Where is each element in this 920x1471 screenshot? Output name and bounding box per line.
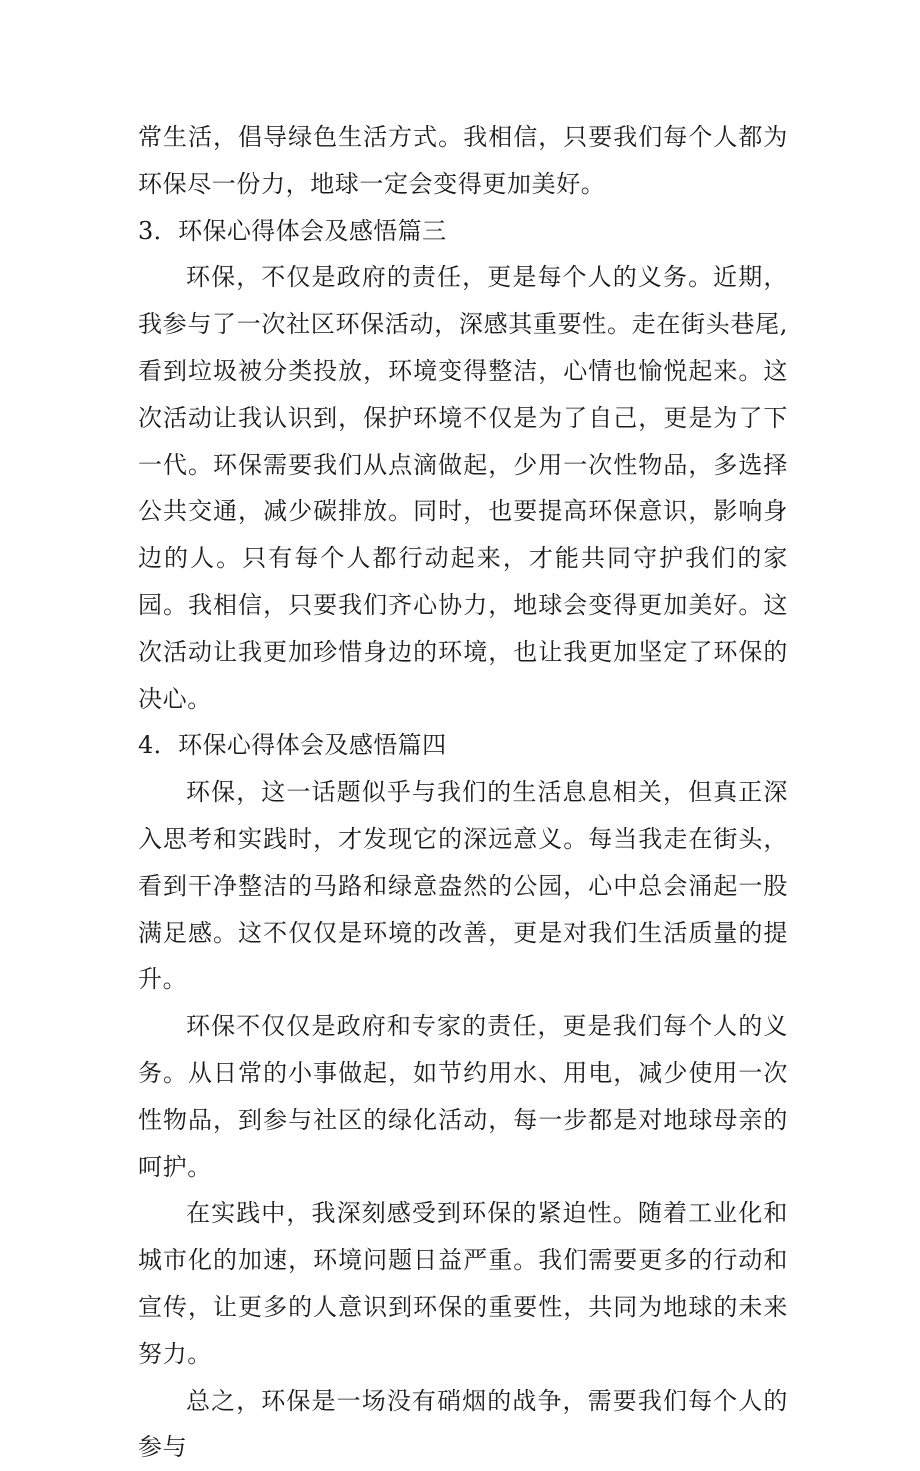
section-heading-3: 3．环保心得体会及感悟篇三 <box>138 216 447 245</box>
paragraph-continued: 常生活，倡导绿色生活方式。我相信，只要我们每个人都为环保尽一份力，地球一定会变得更加美好。 <box>138 123 788 198</box>
document-body <box>138 114 788 1471</box>
paragraph-truncated: 总之，环保是一场没有硝烟的战争，需要我们每个人的参与 <box>138 1386 788 1462</box>
paragraph: 环保，不仅是政府的责任，更是每个人的义务。近期，我参与了一次社区环保活动，深感其重要性。走在街头巷尾,看到垃圾被分类投放，环境变得整洁，心情也愉悦起来。这次活动让我认识到，保护环境不仅是为了自己，更是为了下一代。环保需要我们从点滴做起，少用一次性物品，多选择公共交通，减少碳排放。同时，也要提高环保意识，影响身边的人。只有每个人都行动起来，才能共同守护我们的家园。我相信，只要我们齐心协力，地球会变得更加美好。这次活动让我更加珍惜身边的环境，也让我更加坚定了环保的决心。 <box>138 263 788 713</box>
paragraph: 在实践中，我深刻感受到环保的紧迫性。随着工业化和城市化的加速，环境问题日益严重。我们需要更多的行动和宣传，让更多的人意识到环保的重要性，共同为地球的未来努力。 <box>138 1199 788 1368</box>
section-heading-4: 4．环保心得体会及感悟篇四 <box>138 731 447 760</box>
paragraph: 环保不仅仅是政府和专家的责任，更是我们每个人的义务。从日常的小事做起，如节约用水、用电，减少使用一次性物品，到参与社区的绿化活动，每一步都是对地球母亲的呵护。 <box>138 1012 788 1181</box>
paragraph: 环保，这一话题似乎与我们的生活息息相关，但真正深入思考和实践时，才发现它的深远意义。每当我走在街头，看到干净整洁的马路和绿意盎然的公园，心中总会涌起一股满足感。这不仅仅是环境的改善，更是对我们生活质量的提升。 <box>138 778 788 994</box>
